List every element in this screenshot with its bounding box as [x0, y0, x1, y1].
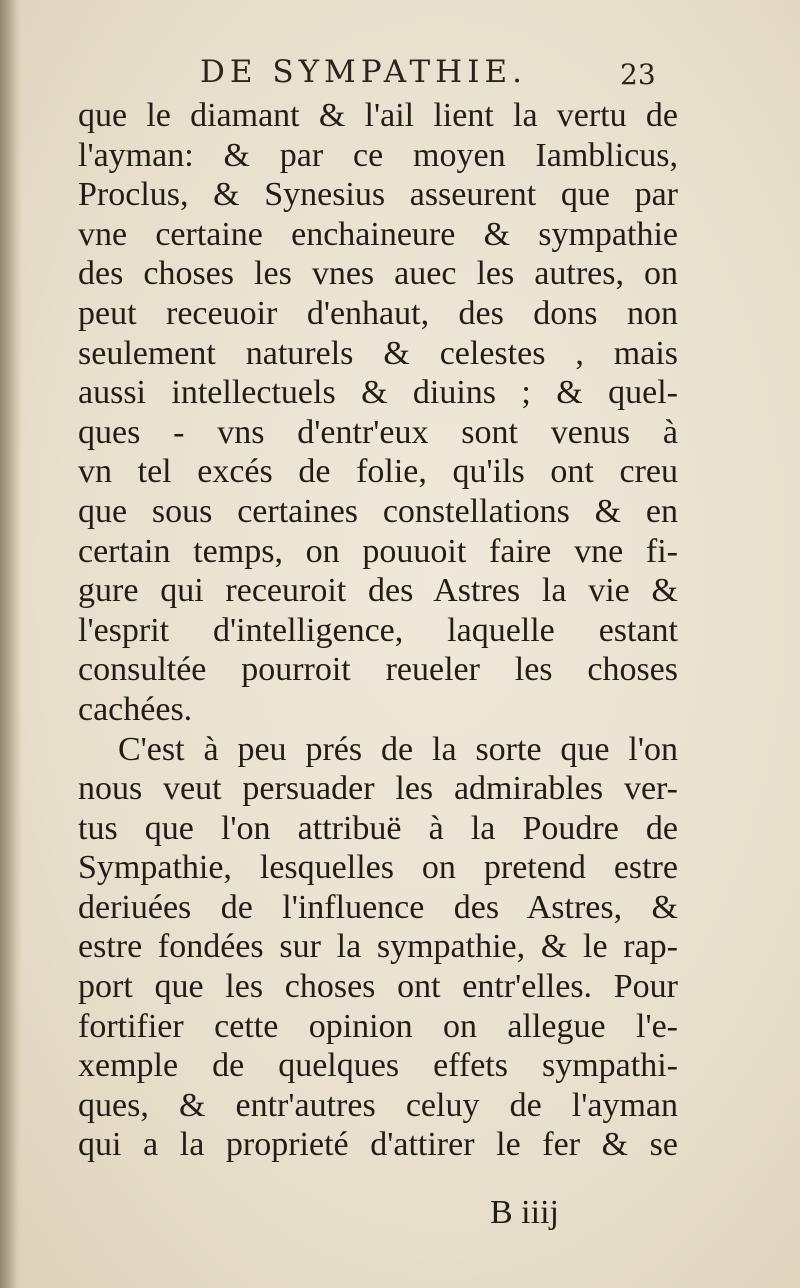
- page-header: [200, 54, 670, 98]
- text-line: ques - vns d'entr'eux sont venus à: [78, 413, 678, 451]
- paragraph-1: [78, 96, 678, 730]
- body-text: [78, 96, 678, 1165]
- running-title: DE SYMPATHIE.: [200, 54, 527, 90]
- text-line: consultée pourroit reueler les choses: [78, 651, 678, 689]
- text-line: que le diamant & l'ail lient la vertu de: [78, 97, 678, 134]
- text-line: certain temps, on pouuoit faire vne fi-: [78, 532, 678, 570]
- text-line: estre fondées sur la sympathie, & le rap-: [78, 928, 678, 966]
- text-line: seulement naturels & celestes , mais: [78, 334, 678, 372]
- text-line: cachées.: [78, 690, 193, 728]
- text-line: l'ayman: & par ce moyen Iamblicus,: [78, 136, 678, 174]
- text-line: C'est à peu prés de la sorte que l'on: [118, 730, 678, 768]
- text-line: des choses les vnes auec les autres, on: [78, 255, 678, 293]
- text-line: port que les choses ont entr'elles. Pour: [78, 968, 678, 1006]
- signature-mark: B iiij: [490, 1194, 559, 1231]
- text-line: gure qui receuroit des Astres la vie &: [78, 572, 678, 610]
- text-line: Proclus, & Synesius asseurent que par: [78, 176, 678, 214]
- text-line: nous veut persuader les admirables ver-: [78, 770, 678, 808]
- text-line: fortifier cette opinion on allegue l'e-: [78, 1007, 678, 1045]
- text-line: vne certaine enchaineure & sympathie: [78, 215, 678, 253]
- text-line: que sous certaines constellations & en: [78, 492, 678, 530]
- binding-gutter: [0, 0, 22, 1288]
- text-line: peut receuoir d'enhaut, des dons non: [78, 294, 678, 332]
- text-line: xemple de quelques effets sympathi-: [78, 1047, 678, 1085]
- text-line: deriuées de l'influence des Astres, &: [78, 888, 678, 926]
- text-line: tus que l'on attribuë à la Poudre de: [78, 809, 678, 847]
- paragraph-2: [78, 730, 678, 1166]
- text-line: ques, & entr'autres celuy de l'ayman: [78, 1086, 678, 1124]
- text-line: qui a la proprieté d'attirer le fer & se: [78, 1126, 678, 1164]
- text-line: aussi intellectuels & diuins ; & quel-: [78, 374, 678, 412]
- text-line: l'esprit d'intelligence, laquelle estant: [78, 611, 678, 649]
- text-line: vn tel excés de folie, qu'ils ont creu: [78, 453, 678, 491]
- text-line: Sympathie, lesquelles on pretend estre: [78, 849, 678, 887]
- page-number: 23: [620, 58, 656, 91]
